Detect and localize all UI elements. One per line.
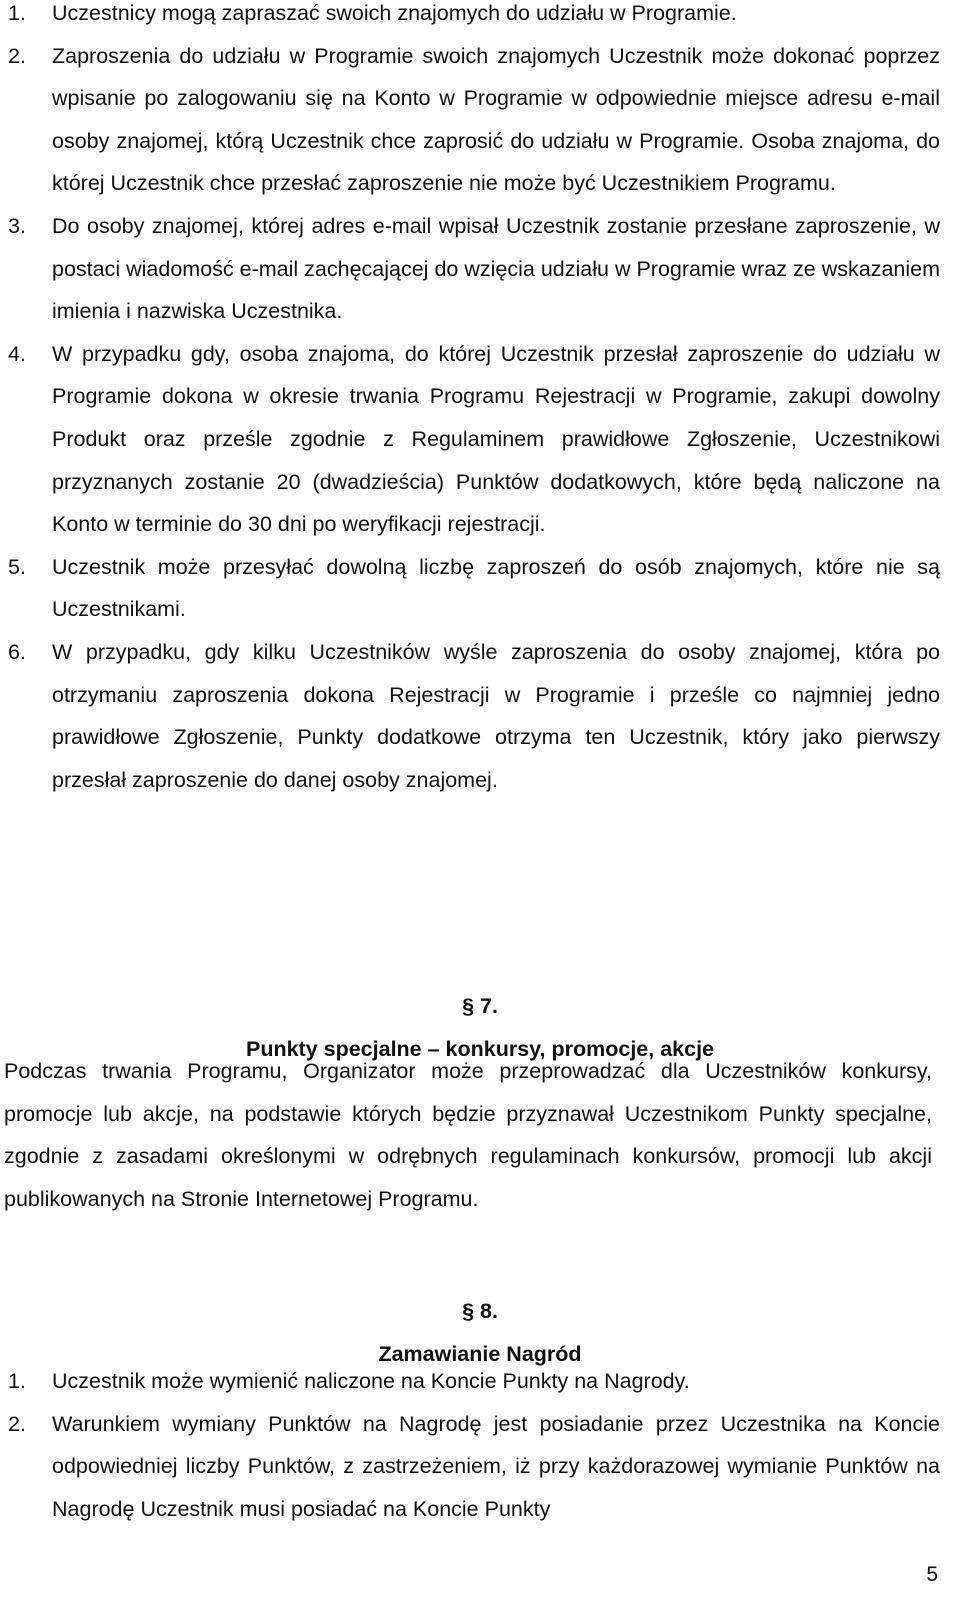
item-text: Zaproszenia do udziału w Programie swoich znajomych Uczestnik może dokonać poprzez wpisanie po zalogowaniu się na Konto w Programie w odpowiednie miejsce adresu e-mail osoby znajomej, którą Uczestnik chce zaprosić do udziału w Programie. Osoba znajoma, do której Uczestnik chce przesłać zaproszenie nie może być Uczestnikiem Programu. <box>52 43 940 196</box>
rules-list-rewards <box>0 1360 940 1530</box>
item-text: W przypadku, gdy kilku Uczestników wyśle zaproszenia do osoby znajomej, która po otrzymaniu zaproszenia dokona Rejestracji w Programie i prześle co najmniej jedno prawidłowe Zgłoszenie, Punkty dodatkowe otrzyma ten Uczestnik, który jako pierwszy przesłał zaproszenie do danej osoby znajomej. <box>52 639 940 792</box>
section-title: Zamawianie Nagród <box>378 1341 582 1366</box>
item-text: Do osoby znajomej, której adres e-mail wpisał Uczestnik zostanie przesłane zaproszenie, w postaci wiadomość e-mail zachęcającej do wzięcia udziału w Programie wraz ze wskazaniem imienia i nazwiska Uczestnika. <box>52 213 940 324</box>
section-7-paragraph: Podczas trwania Programu, Organizator może przeprowadzać dla Uczestników konkursy, promocje lub akcje, na podstawie których będzie przyznawał Uczestnikom Punkty specjalne, zgodnie z zasadami określonymi w odrębnych regulaminach konkursów, promocji lub akcji publikowanych na Stronie Internetowej Programu. <box>4 1059 932 1211</box>
item-text: Warunkiem wymiany Punktów na Nagrodę jest posiadanie przez Uczestnika na Koncie odpowiedniej liczby Punktów, z zastrzeżeniem, iż przy każdorazowej wymianie Punktów na Nagrodę Uczestnik musi posiadać na Koncie Punkty <box>52 1411 940 1521</box>
item-text: W przypadku gdy, osoba znajoma, do której Uczestnik przesłał zaproszenie do udziału w Programie dokona w okresie trwania Programu Rejestracji w Programie, zakupi dowolny Produkt oraz prześle zgodnie z Regulaminem prawidłowe Zgłoszenie, Uczestnikowi przyznanych zostanie 20 (dwadzieścia) Punktów dodatkowych, które będą naliczone na Konto w terminie do 30 dni po weryfikacji rejestracji. <box>52 341 940 537</box>
list-item <box>0 546 940 631</box>
section-number: § 8. <box>462 1299 498 1323</box>
section-title: Punkty specjalne – konkursy, promocje, akcje <box>245 1036 715 1061</box>
list-item <box>0 631 940 801</box>
item-number: 3. <box>8 213 26 238</box>
item-number: 1. <box>8 1 26 25</box>
section-number: § 7. <box>462 994 498 1018</box>
item-text: Uczestnik może przesyłać dowolną liczbę zaproszeń do osób znajomych, które nie są Uczestnikami. <box>52 554 940 622</box>
item-number: 4. <box>8 341 26 366</box>
list-item <box>0 1360 940 1403</box>
item-number: 1. <box>8 1369 26 1393</box>
item-number: 6. <box>8 639 26 664</box>
page-number: 5 <box>926 1563 938 1586</box>
list-item <box>0 333 940 546</box>
item-number: 2. <box>8 43 26 68</box>
rules-list-invitations <box>0 0 940 801</box>
list-item <box>0 35 940 205</box>
list-item <box>0 0 940 35</box>
item-number: 2. <box>8 1411 26 1436</box>
list-item <box>0 205 940 333</box>
item-text: Uczestnik może wymienić naliczone na Koncie Punkty na Nagrody. <box>52 1369 690 1393</box>
item-number: 5. <box>8 554 26 579</box>
list-item <box>0 1403 940 1531</box>
item-text: Uczestnicy mogą zapraszać swoich znajomych do udziału w Programie. <box>52 1 737 25</box>
